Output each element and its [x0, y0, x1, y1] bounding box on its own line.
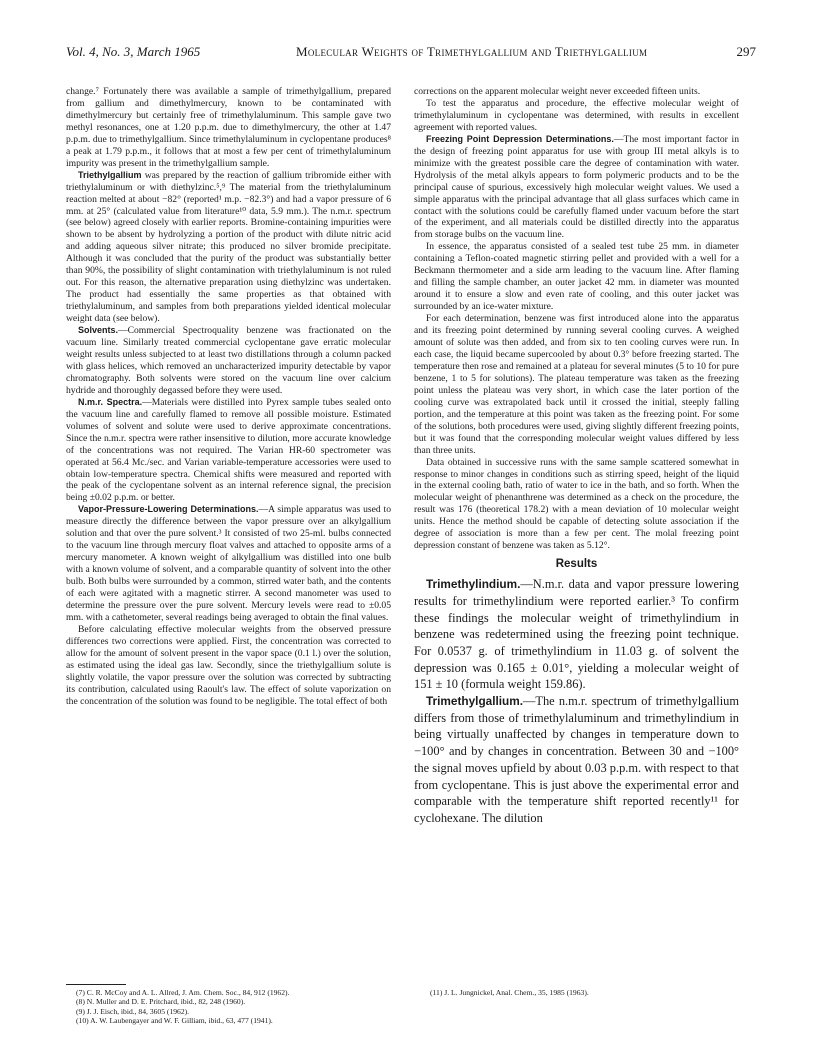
run-in-heading: Freezing Point Depression Determinations.	[426, 133, 614, 144]
running-title: Molecular Weights of Trimethylgallium and Triethylgallium	[296, 44, 648, 59]
paragraph: Data obtained in successive runs with the same sample scattered somewhat in response to minor changes in conditions such as stirring speed, height of the liquid in the external cooling bath, ratio of water to ice in the bath, and so forth. When the molecular weight of phenanthrene was determined as a check on the procedure, the result was 176 (theoretical 178.2) with a mean deviation of 10 molecular weight units. Hence the method should be capable of detecting solute association if the degree of association is more than a few per cent. The molal freezing point depression constant of benzene was taken as 5.12°.	[414, 456, 739, 552]
footnotes-right	[430, 988, 730, 997]
run-in-heading: Vapor-Pressure-Lowering Determinations.	[78, 504, 259, 515]
paragraph: Freezing Point Depression Determinations.—The most important factor in the design of freezing point apparatus for use with group III metal alkyls is to minimize with the greatest possible care the degree of contamination with water. Hydrolysis of the metal alkyls appears to form polymeric products and to be the principal cause of spurious, excessively high molecular weight values. We used a simple apparatus with the principal advantage that all glass surfaces which came in contact with the solutions could be carefully flamed under vacuum before the start of the experiment, and all materials could be distilled directly into the apparatus from storage bulbs on the vacuum line.	[414, 133, 739, 241]
journal-volume: Vol. 4, No. 3, March 1965	[66, 44, 201, 59]
left-column	[66, 86, 391, 708]
run-in-heading: N.m.r. Spectra.	[78, 396, 143, 407]
footnote: (9) J. J. Eisch, ibid., 84, 3605 (1962).	[76, 1006, 190, 1016]
paragraph: Trimethylgallium.—The n.m.r. spectrum of trimethylgallium differs from those of trimethylaluminum and trimethylindium in being virtually unaffected by changes in temperature down to −100° and by changes in concentration. Between 30 and −100° the signal moves upfield by about 0.03 p.p.m. with respect to that from cyclopentane. This is just above the experimental error and comparable with the temperature shift reported recently¹¹ for cyclohexane. The dilution	[414, 694, 739, 825]
section-heading-results: Results	[555, 558, 598, 571]
page-number: 297	[736, 44, 756, 59]
footnote: (7) C. R. McCoy and A. L. Allred, J. Am. Chem. Soc., 84, 912 (1962).	[76, 988, 290, 997]
running-header	[66, 44, 756, 60]
run-in-heading: Trimethylgallium.	[426, 694, 524, 709]
run-in-heading: Solvents.	[78, 325, 119, 336]
paragraph: change.⁷ Fortunately there was available a sample of trimethylgallium, prepared from gallium and dimethylmercury, known to be contaminated with dimethylmercury but certainly free of trimethylaluminum. This sample gave two methyl resonances, one at 1.20 p.p.m. due to dimethylmercury, the other at 1.47 p.p.m. due to trimethylgallium. Since trimethylaluminum in cyclopentane produces⁸ a peak at 1.79 p.p.m., it follows that at most a few per cent of trimethylaluminum impurity was present in the trimethylgallium sample.	[66, 86, 391, 169]
paragraph: To test the apparatus and procedure, the effective molecular weight of trimethylaluminum in cyclopentane was determined, with results in excellent agreement with reported values.	[414, 97, 739, 133]
paragraph: corrections on the apparent molecular weight never exceeded fifteen units.	[414, 86, 701, 97]
paragraph: Solvents.—Commercial Spectroquality benzene was fractionated on the vacuum line. Similarly treated commercial cyclopentane gave erratic molecular weight results unless subjected to at least two distillations through a column packed with glass helices, which removed an uncharacterized impurity detectable by vapor chromatography. Both solvents were stored on the vacuum line over calcium hydride and thoroughly degassed before they were used.	[66, 325, 391, 396]
run-in-heading: Triethylgallium	[78, 169, 142, 180]
paragraph: In essence, the apparatus consisted of a sealed test tube 25 mm. in diameter containing a Teflon-coated magnetic stirring pellet and provided with a well for a Beckmann thermometer and a side arm leading to the vacuum line. After flaming and filling the sample chamber, an outer jacket 42 mm. in diameter was mounted around it to ensure a slow and even rate of cooling, and this outer jacket was surrounded by an ice-water mixture.	[414, 241, 739, 313]
paragraph: For each determination, benzene was first introduced alone into the apparatus and its freezing point determined by running several cooling curves. A weighed amount of solute was then added, and from six to ten cooling curves were run. In each case, the liquid became supercooled by about 0.3° before freezing started. The temperature then rose and remained at a plateau for several minutes (5 to 10 for pure benzene, 1 to 5 for solutions). The plateau temperature was taken as the freezing point unless the plateau was very short, in which case the later portion of the cooling curve was extrapolated back until it crossed the initial, steeply falling portion, and the temperature at this point was taken as the freezing point. For some of the solutions, both procedures were used, giving slightly different freezing points, but it was found that the corresponding molecular weight values differed by less than three units.	[414, 313, 739, 456]
paragraph: Triethylgallium was prepared by the reaction of gallium tribromide either with triethylaluminum or with diethylzinc.⁵,⁹ The material from the triethylaluminum reaction melted at about −82° (reported¹ m.p. −82.3°) and had a vapor pressure of 6 mm. at 25° (calculated value from literature¹⁰ data, 5.9 mm.). The n.m.r. spectrum (see below) agreed closely with earlier reports. Bromine-containing impurities were shown to be absent by hydrolyzing a portion of the product with dilute nitric acid and adding aqueous silver nitrate; this produced no silver bromide precipitate. Although it was concluded that the purity of the product was substantially better than 90%, the possibility of slight contamination with triethylaluminum is not ruled out. For this reason, the alternative preparation using diethylzinc was undertaken. The product had essentially the same properties as that obtained with triethylaluminum, and samples from both preparations yielded identical molecular weight data (see below).	[66, 169, 391, 325]
paragraph: Trimethylindium.—N.m.r. data and vapor pressure lowering results for trimethylindium were reported earlier.³ To confirm these findings the molecular weight of trimethylindium in benzene was redetermined using the freezing point technique. For 0.0537 g. of trimethylindium in 11.03 g. of solvent the depression was 0.165 ± 0.01°, yielding a molecular weight of 151 ± 10 (formula weight 159.86).	[414, 577, 739, 692]
paragraph: N.m.r. Spectra.—Materials were distilled into Pyrex sample tubes sealed onto the vacuum line and carefully flamed to remove all possible moisture. Estimated volumes of solvent and solute were used to derive approximate concentrations. Since the n.m.r. spectra were rather insensitive to dilution, more accurate knowledge of the concentrations was not required. The Varian HR-60 spectrometer was operated at 56.4 Mc./sec. and Varian variable-temperature accessories were used to obtain low-temperature spectra. Chemical shifts were measured and reported with the peak of the cyclopentane solvent as an internal reference signal, the precision being ±0.02 p.p.m. or better.	[66, 396, 392, 504]
footnote: (10) A. W. Laubengayer and W. F. Gilliam, ibid., 63, 477 (1941).	[76, 1016, 273, 1026]
footnote: (11) J. L. Jungnickel, Anal. Chem., 35, 1985 (1963).	[430, 988, 589, 997]
paragraph: Before calculating effective molecular weights from the observed pressure differences two corrections were applied. First, the concentration was corrected to allow for the amount of solvent present in the vapor space (0.1 l.) over the solution, as estimated using the ideal gas law. Secondly, since the triethylgallium solute is slightly volatile, the vapor pressure over the solution was corrected by subtracting its contribution, calculated using Raoult's law. The effect of solute vaporization on the concentration of the solution was found to be negligible. The total effect of both	[66, 623, 391, 707]
run-in-heading: Trimethylindium.	[426, 577, 521, 592]
paragraph: Vapor-Pressure-Lowering Determinations.—A simple apparatus was used to measure directly the difference between the vapor pressure over an alkylgallium solution and that over the pure solvent.³ It consisted of two 25-ml. bulbs connected to the vacuum line through mercury float valves and attached to opposite arms of a mercury manometer. A known weight of alkylgallium was distilled into one bulb with a known volume of solvent, and a comparable quantity of solvent into the other bulb. Both bulbs were surrounded by a common, stirred water bath, and the contents of each were agitated with a magnetic stirrer. A second manometer was used to determine the pressure over the pure solvent. Mercury levels were read to ±0.05 mm. with a cathetometer, several readings being averaged to obtain the final values.	[66, 504, 392, 623]
right-column	[414, 86, 739, 827]
footnotes-left	[76, 988, 376, 1026]
footnote: (8) N. Muller and D. E. Pritchard, ibid., 82, 248 (1960).	[76, 997, 246, 1007]
footnote-rule	[66, 984, 126, 985]
